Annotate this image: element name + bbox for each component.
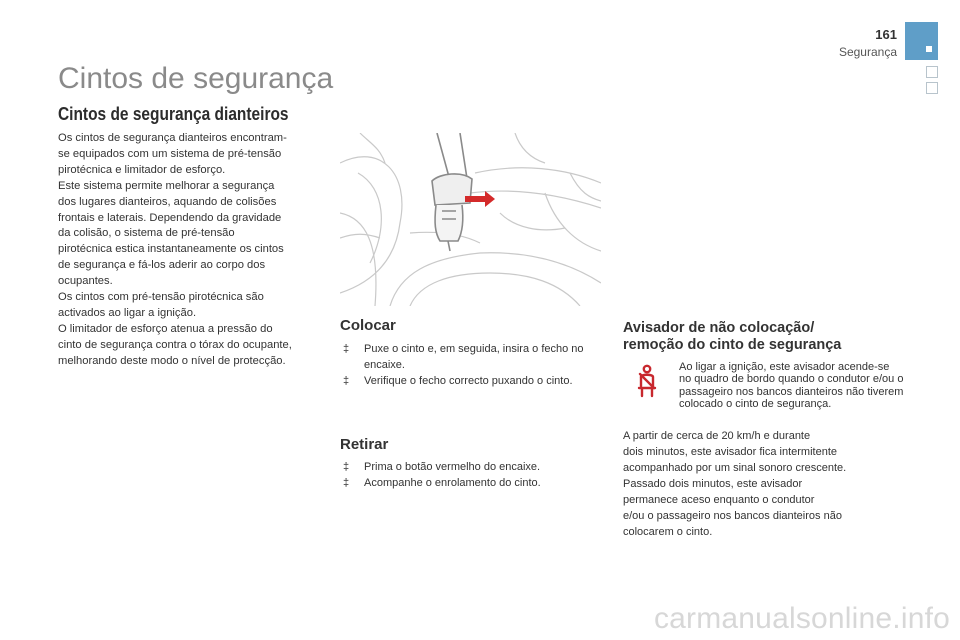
bullet-icon: ‡ — [343, 343, 350, 355]
section-name: Segurança — [838, 45, 897, 59]
seatbelt-buckle-illustration — [340, 133, 601, 306]
chapter-tab-active[interactable] — [905, 22, 938, 60]
page-number: 161 — [875, 27, 897, 42]
list-item — [340, 373, 605, 389]
seatbelt-illustration-svg — [340, 133, 601, 306]
warning-lamp-text: Ao ligar a ignição, este avisador acende-se no quadro de bordo quando o condutor e/ou o passageiro nos bancos dianteiros não tiverem colocado o cinto de segurança. — [679, 361, 904, 411]
bullet-icon: ‡ — [343, 477, 350, 489]
retirar-heading: Retirar — [340, 436, 389, 453]
chapter-tab[interactable] — [926, 66, 938, 78]
colocar-step-2: Verifique o fecho correcto puxando o cinto. — [364, 375, 573, 387]
retirar-list — [340, 459, 605, 491]
colocar-list — [340, 341, 605, 389]
bullet-icon: ‡ — [343, 461, 350, 473]
chapter-title: Cintos de segurança — [58, 62, 334, 95]
tab-marker-icon — [926, 46, 932, 52]
list-item — [340, 459, 605, 475]
intro-text: Os cintos de segurança dianteiros encontram- se equipados com um sistema de pré-tensão pirotécnica e limitador de esforço. Este sistema permite melhorar a segurança dos lugares dianteiros, aquando de colisões frontais e laterais. Dependendo da gravidade da colisão, o sistema de pré-tensão pirotécnica estica instantaneamente os cintos de segurança e fá-los aderir ao corpo dos ocupantes. Os cintos com pré-tensão pirotécnica são activados ao ligar a ignição. O limitador de esforço atenua a pressão do cinto de segurança contra o tórax do ocupante, melhorando deste modo o nível de protecção. — [58, 132, 292, 367]
colocar-step-1: Puxe o cinto e, em seguida, insira o fecho no encaixe. — [364, 343, 584, 371]
chapter-tab[interactable] — [926, 82, 938, 94]
watermark: carmanualsonline.info — [653, 602, 950, 635]
seatbelt-warning-svg — [633, 364, 663, 398]
retirar-step-1: Prima o botão vermelho do encaixe. — [364, 461, 541, 473]
bullet-icon: ‡ — [343, 375, 350, 387]
seatbelt-warning-icon — [633, 364, 663, 398]
list-item — [340, 475, 605, 491]
warning-heading-line-1: Avisador de não colocação/ — [623, 320, 815, 336]
list-item — [340, 341, 605, 373]
warning-heading-line-2: remoção do cinto de segurança — [623, 337, 842, 353]
warning-heading — [623, 320, 841, 354]
warning-body: A partir de cerca de 20 km/h e durante dois minutos, este avisador fica intermitente acompanhado por um sinal sonoro crescente. Passado dois minutos, este avisador permanece aceso enquanto o condutor e/ou o passageiro nos bancos dianteiros não colocarem o cinto. — [623, 430, 847, 538]
section-heading: Cintos de segurança dianteiros — [58, 104, 289, 124]
colocar-heading: Colocar — [340, 317, 396, 334]
retirar-step-2: Acompanhe o enrolamento do cinto. — [364, 477, 541, 489]
